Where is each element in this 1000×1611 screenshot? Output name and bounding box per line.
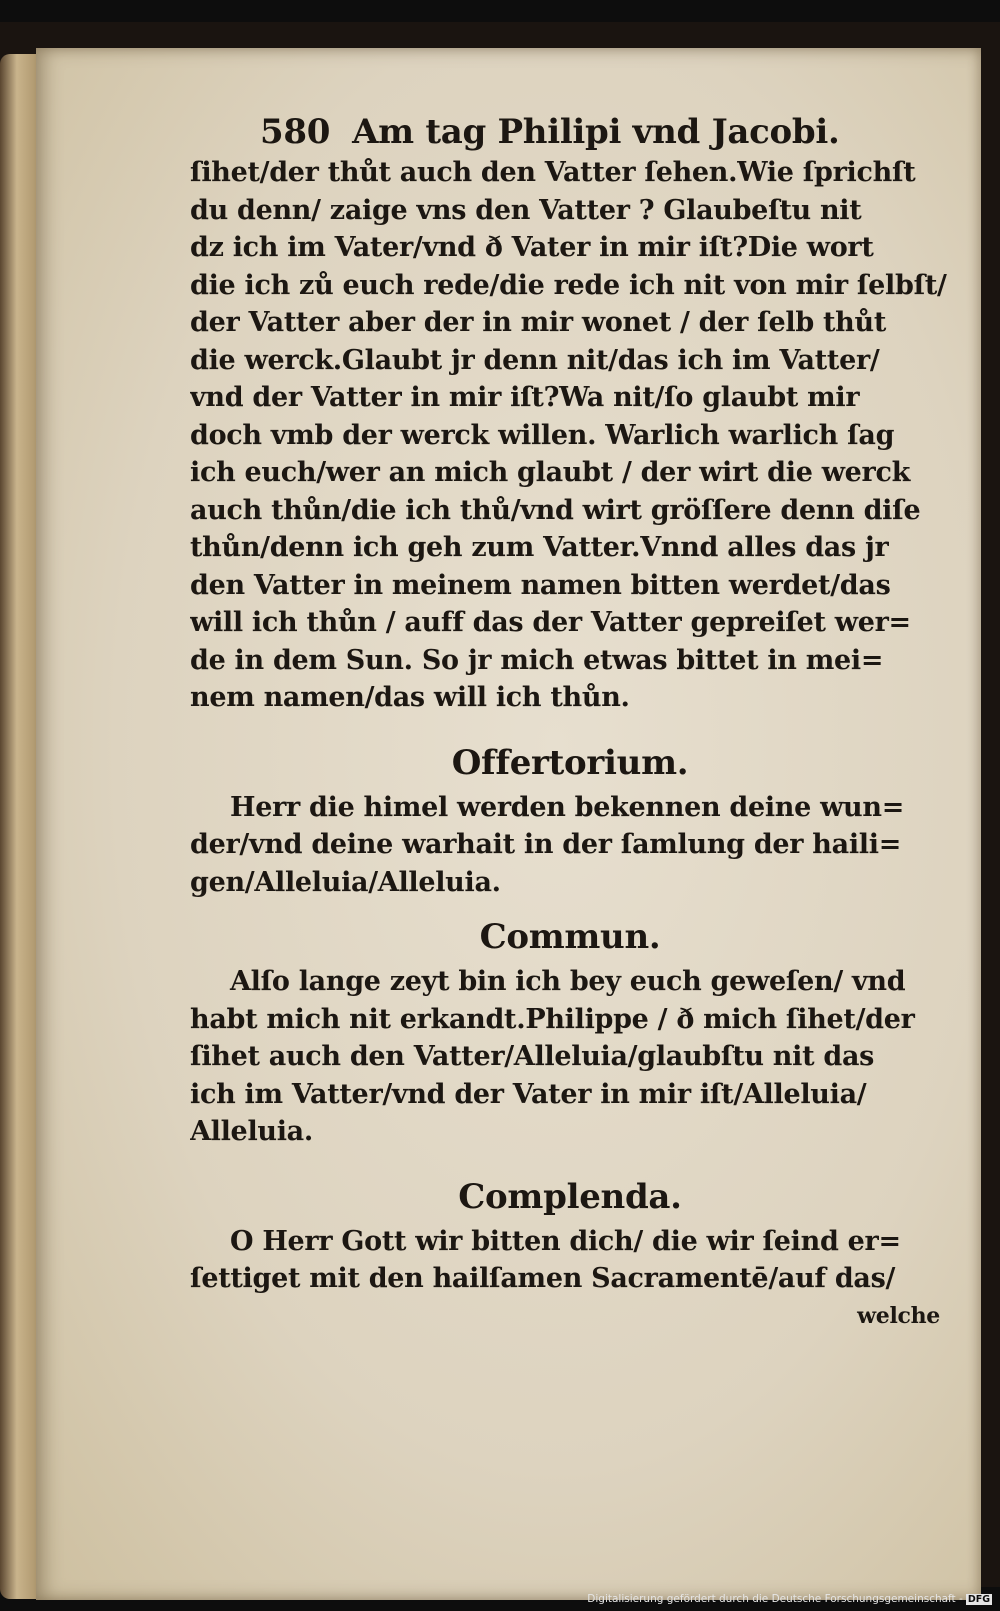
body-line: will ich thůn / auff das der Vatter gepreiſet wer=	[190, 607, 911, 638]
body-line: ich euch/wer an mich glaubt / der wirt die werck	[190, 457, 910, 488]
complenda-line: ſettiget mit den hailſamen Sacramentē/auf das/	[190, 1263, 896, 1294]
page-text	[190, 110, 950, 1335]
dfg-logo: DFG	[967, 1594, 990, 1605]
body-line: die werck.Glaubt jr denn nit/das ich im Vatter/	[190, 344, 880, 376]
commun-line: habt mich nit erkandt.Philippe / ð mich ſihet/der	[190, 1003, 915, 1035]
commun-line: ſihet auch den Vatter/Alleluia/glaubſtu nit das	[190, 1041, 875, 1072]
body-line: du denn/ zaige vns den Vatter ? Glaubeſtu nit	[190, 194, 862, 226]
body-line: die ich zů euch rede/die rede ich nit von mir ſelbſt/	[190, 269, 947, 301]
section-heading-offertorium: Offertorium.	[451, 742, 689, 783]
body-line: de in dem Sun. So jr mich etwas bittet in mei=	[190, 644, 884, 676]
complenda-line: O Herr Gott wir bitten dich/ die wir ſeind er=	[230, 1225, 901, 1257]
body-line: vnd der Vatter in mir iſt?Wa nit/ſo glaubt mir	[190, 382, 860, 413]
offertorium-line: Herr die himel werden bekennen deine wun=	[230, 791, 905, 823]
body-line: den Vatter in meinem namen bitten werdet/das	[190, 569, 891, 601]
body-line: ſihet/der thůt auch den Vatter ſehen.Wie ſprichſt	[190, 157, 916, 188]
section-heading-commun: Commun.	[479, 917, 661, 957]
body-line: auch thůn/die ich thů/vnd wirt gröſſere denn diſe	[190, 494, 921, 526]
offertorium-line: gen/Alleluia/Alleluia.	[190, 866, 501, 898]
credit-text: Digitalisierung gefördert durch die Deutsche Forschungsgemeinschaft -	[587, 1593, 963, 1605]
catchword: welche	[857, 1302, 940, 1329]
body-line: thůn/denn ich geh zum Vatter.Vnnd alles das jr	[190, 532, 889, 563]
page-header	[260, 110, 950, 154]
offertorium-line: der/vnd deine warhait in der ſamlung der haili=	[190, 829, 902, 860]
body-line: dz ich im Vater/vnd ð Vater in mir iſt?Die wort	[190, 232, 874, 263]
commun-line: Alleluia.	[190, 1116, 313, 1147]
running-title: Am tag Philipi vnd Jacobi.	[352, 112, 840, 152]
commun-line: ich im Vatter/vnd der Vater in mir iſt/Alleluia/	[190, 1078, 867, 1110]
page-number: 580	[260, 112, 331, 152]
body-line: nem namen/das will ich thůn.	[190, 682, 630, 713]
body-line: doch vmb der werck willen. Warlich warlich ſag	[190, 419, 895, 451]
section-heading-complenda: Complenda.	[458, 1176, 682, 1217]
body-line: der Vatter aber der in mir wonet / der ſelb thůt	[190, 307, 886, 338]
digitization-credit	[587, 1593, 992, 1605]
commun-line: Alſo lange zeyt bin ich bey euch geweſen/ vnd	[230, 966, 906, 997]
